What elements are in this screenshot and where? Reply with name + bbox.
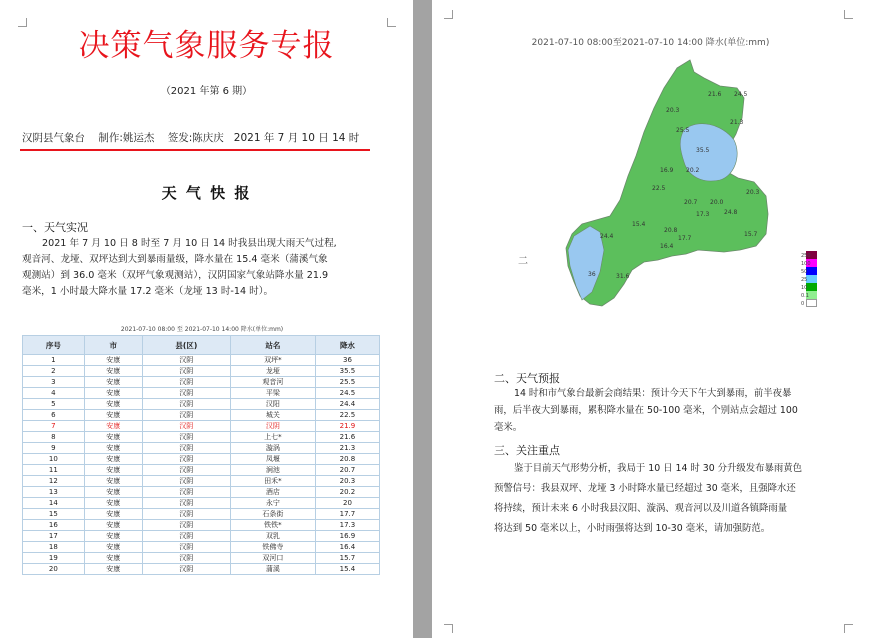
map-value-label: 24.4: [600, 233, 614, 240]
cell-station: 酒店: [230, 487, 315, 498]
cell-city: 安康: [84, 465, 142, 476]
table-row: [23, 520, 380, 531]
section2-line-1: 14 时和市气象台最新会商结果：预计今天下午大到暴雨，前半夜暴: [514, 388, 792, 399]
cell-city: 安康: [84, 377, 142, 388]
map-value-label: 21.3: [730, 119, 744, 126]
cell-city: 安康: [84, 432, 142, 443]
col-header-county: 县(区): [142, 336, 230, 355]
section2-title: 二、天气预报: [494, 372, 560, 385]
precipitation-table: [22, 335, 380, 575]
map-value-label: 24.5: [734, 91, 748, 98]
cell-index: 14: [23, 498, 85, 509]
map-value-label: 20.0: [710, 199, 724, 206]
legend-swatch: [806, 275, 817, 283]
section3-title: 三、关注重点: [494, 444, 560, 457]
cell-county: 汉阴: [142, 476, 230, 487]
cell-index: 2: [23, 366, 85, 377]
table-row: [23, 410, 380, 421]
cell-station: 凤堰: [230, 454, 315, 465]
cell-index: 12: [23, 476, 85, 487]
cell-index: 18: [23, 542, 85, 553]
weather-bulletin-heading: 天 气 快 报: [161, 184, 252, 202]
map-value-label: 16.4: [660, 243, 674, 250]
map-value-label: 35.5: [696, 147, 710, 154]
cell-precip: 16.4: [315, 542, 379, 553]
cell-index: 8: [23, 432, 85, 443]
page-corner-mark: [444, 624, 453, 633]
legend-swatch: [806, 283, 817, 291]
cell-county: 汉阴: [142, 443, 230, 454]
cell-city: 安康: [84, 531, 142, 542]
cell-precip: 20.7: [315, 465, 379, 476]
cell-station: 龙垭: [230, 366, 315, 377]
legend-label: 50: [801, 269, 808, 275]
table-row: [23, 509, 380, 520]
section2-line-3: 毫米。: [494, 422, 523, 433]
cell-index: 13: [23, 487, 85, 498]
red-divider: [20, 149, 370, 151]
cell-station: 铁佛寺: [230, 542, 315, 553]
cell-county: 汉阴: [142, 542, 230, 553]
map-value-label: 22.5: [652, 185, 666, 192]
table-caption: 2021-07-10 08:00 至 2021-07-10 14:00 降水(单位:mm): [120, 326, 284, 333]
cell-city: 安康: [84, 443, 142, 454]
cell-index: 3: [23, 377, 85, 388]
cell-index: 20: [23, 564, 85, 575]
cell-precip: 35.5: [315, 366, 379, 377]
report-title: 决策气象服务专报: [78, 28, 335, 64]
cell-city: 安康: [84, 366, 142, 377]
map-value-label: 20.3: [746, 189, 760, 196]
table-row: [23, 498, 380, 509]
section3-line-1: 鉴于目前天气形势分析，我局于 10 日 14 时 30 分升级发布暴雨黄色: [514, 463, 803, 474]
cell-county: 汉阴: [142, 432, 230, 443]
cell-county: 汉阴: [142, 366, 230, 377]
table-header-row: [23, 336, 380, 355]
table-row: [23, 399, 380, 410]
map-value-label: 24.8: [724, 209, 738, 216]
cell-station: 上七*: [230, 432, 315, 443]
table-row: [23, 432, 380, 443]
cell-station: 双乳: [230, 531, 315, 542]
cell-index: 10: [23, 454, 85, 465]
cell-station: 铁铁*: [230, 520, 315, 531]
cell-precip: 20.3: [315, 476, 379, 487]
cell-city: 安康: [84, 476, 142, 487]
side-mark: 二: [518, 256, 528, 267]
cell-precip: 20.8: [315, 454, 379, 465]
cell-index: 16: [23, 520, 85, 531]
cell-precip: 36: [315, 355, 379, 366]
section1-line-3: 观测站）到 36.0 毫米（双坪气象观测站），汉阴国家气象站降水量 21.9: [22, 270, 329, 281]
cell-city: 安康: [84, 509, 142, 520]
cell-index: 19: [23, 553, 85, 564]
legend-label: 0.1: [801, 293, 809, 299]
table-row: [23, 465, 380, 476]
cell-county: 汉阴: [142, 377, 230, 388]
cell-station: 双河口: [230, 553, 315, 564]
map-value-label: 15.7: [744, 231, 758, 238]
cell-index: 15: [23, 509, 85, 520]
cell-precip: 24.4: [315, 399, 379, 410]
cell-county: 汉阴: [142, 410, 230, 421]
issue-number: （2021 年第 6 期）: [160, 86, 253, 97]
cell-county: 汉阴: [142, 388, 230, 399]
map-value-label: 20.3: [666, 107, 680, 114]
cell-county: 汉阴: [142, 498, 230, 509]
document-page-1: [0, 0, 413, 638]
cell-station: 田禾*: [230, 476, 315, 487]
legend-label: 10: [801, 285, 808, 291]
cell-station: 石条街: [230, 509, 315, 520]
section3-line-4: 将达到 50 毫米以上，小时雨强将达到 10-30 毫米，请加强防范。: [494, 523, 771, 534]
cell-county: 汉阴: [142, 553, 230, 564]
cell-station: 涧池: [230, 465, 315, 476]
map-value-label: 20.7: [684, 199, 698, 206]
cell-index: 11: [23, 465, 85, 476]
map-value-label: 17.3: [696, 211, 710, 218]
cell-city: 安康: [84, 553, 142, 564]
legend-label: 25: [801, 277, 808, 283]
cell-city: 安康: [84, 388, 142, 399]
section3-line-2: 预警信号：我县双坪、龙垭 3 小时降水量已经超过 30 毫米，且强降水还: [494, 483, 796, 494]
cell-station: 汉阴: [230, 421, 315, 432]
cell-station: 汉阳: [230, 399, 315, 410]
cell-station: 漩涡: [230, 443, 315, 454]
legend-swatch: [806, 299, 817, 307]
cell-precip: 15.7: [315, 553, 379, 564]
table-row: [23, 421, 380, 432]
section1-line-2: 观音河、龙垭、双坪达到大到暴雨量级，降水量在 15.4 毫米（蒲溪气象: [22, 254, 328, 265]
cell-precip: 21.9: [315, 421, 379, 432]
cell-index: 7: [23, 421, 85, 432]
section1-line-1: 2021 年 7 月 10 日 8 时至 7 月 10 日 14 时我县出现大雨天气过程,: [42, 238, 337, 249]
cell-precip: 17.7: [315, 509, 379, 520]
cell-city: 安康: [84, 355, 142, 366]
cell-city: 安康: [84, 487, 142, 498]
cell-station: 城关: [230, 410, 315, 421]
map-value-label: 15.4: [632, 221, 646, 228]
cell-station: 永宁: [230, 498, 315, 509]
cell-county: 汉阴: [142, 454, 230, 465]
cell-county: 汉阴: [142, 355, 230, 366]
col-header-precip: 降水: [315, 336, 379, 355]
cell-county: 汉阴: [142, 531, 230, 542]
map-caption: 2021-07-10 08:00至2021-07-10 14:00 降水(单位:mm): [531, 38, 770, 48]
cell-city: 安康: [84, 542, 142, 553]
map-value-label: 36: [588, 271, 596, 278]
cell-city: 安康: [84, 410, 142, 421]
cell-index: 1: [23, 355, 85, 366]
table-row: [23, 531, 380, 542]
section1-line-4: 毫米，1 小时最大降水量 17.2 毫米（龙垭 13 时-14 时）。: [22, 286, 274, 297]
cell-precip: 25.5: [315, 377, 379, 388]
cell-county: 汉阴: [142, 487, 230, 498]
cell-precip: 21.3: [315, 443, 379, 454]
cell-city: 安康: [84, 564, 142, 575]
cell-city: 安康: [84, 399, 142, 410]
page-corner-mark: [844, 624, 853, 633]
cell-city: 安康: [84, 520, 142, 531]
section3-line-3: 将持续，预计未来 6 小时我县汉阳、漩涡、观音河以及川道各镇降雨量: [494, 503, 788, 514]
table-row: [23, 542, 380, 553]
report-meta-line: 汉阴县气象台 制作:姚运杰 签发:陈庆庆 2021 年 7 月 10 日 14 时: [22, 132, 360, 144]
cell-station: 双坪*: [230, 355, 315, 366]
cell-station: 平梁: [230, 388, 315, 399]
cell-precip: 24.5: [315, 388, 379, 399]
cell-index: 4: [23, 388, 85, 399]
cell-county: 汉阴: [142, 399, 230, 410]
col-header-index: 序号: [23, 336, 85, 355]
cell-precip: 17.3: [315, 520, 379, 531]
section1-title: 一、天气实况: [22, 221, 88, 234]
table-row: [23, 377, 380, 388]
cell-city: 安康: [84, 454, 142, 465]
cell-index: 9: [23, 443, 85, 454]
legend-label: 0: [801, 301, 805, 307]
cell-county: 汉阴: [142, 509, 230, 520]
map-value-label: 20.8: [664, 227, 678, 234]
map-value-label: 21.6: [708, 91, 722, 98]
table-row: [23, 487, 380, 498]
cell-county: 汉阴: [142, 421, 230, 432]
cell-index: 5: [23, 399, 85, 410]
map-value-label: 17.7: [678, 235, 692, 242]
cell-precip: 20: [315, 498, 379, 509]
document-page-2: [432, 0, 869, 638]
col-header-station: 站名: [230, 336, 315, 355]
table-row: [23, 443, 380, 454]
legend-label: 100: [801, 261, 811, 267]
cell-index: 6: [23, 410, 85, 421]
cell-precip: 22.5: [315, 410, 379, 421]
legend-swatch: [806, 267, 817, 275]
cell-precip: 16.9: [315, 531, 379, 542]
cell-precip: 15.4: [315, 564, 379, 575]
map-value-label: 25.5: [676, 127, 690, 134]
map-value-label: 16.9: [660, 167, 674, 174]
map-value-label: 20.2: [686, 167, 700, 174]
cell-precip: 21.6: [315, 432, 379, 443]
table-row: [23, 476, 380, 487]
cell-county: 汉阴: [142, 465, 230, 476]
map-value-label: 31.6: [616, 273, 630, 280]
table-row: [23, 454, 380, 465]
cell-station: 蒲溪: [230, 564, 315, 575]
cell-station: 观音河: [230, 377, 315, 388]
table-row: [23, 366, 380, 377]
col-header-city: 市: [84, 336, 142, 355]
cell-city: 安康: [84, 498, 142, 509]
table-row: [23, 355, 380, 366]
cell-index: 17: [23, 531, 85, 542]
cell-precip: 20.2: [315, 487, 379, 498]
table-row: [23, 553, 380, 564]
table-row: [23, 388, 380, 399]
table-row: [23, 564, 380, 575]
cell-county: 汉阴: [142, 520, 230, 531]
legend-label: 250: [801, 253, 811, 259]
section2-line-2: 雨，后半夜大到暴雨，累积降水量在 50-100 毫米，个别站点会超过 100: [494, 405, 798, 416]
cell-county: 汉阴: [142, 564, 230, 575]
cell-city: 安康: [84, 421, 142, 432]
